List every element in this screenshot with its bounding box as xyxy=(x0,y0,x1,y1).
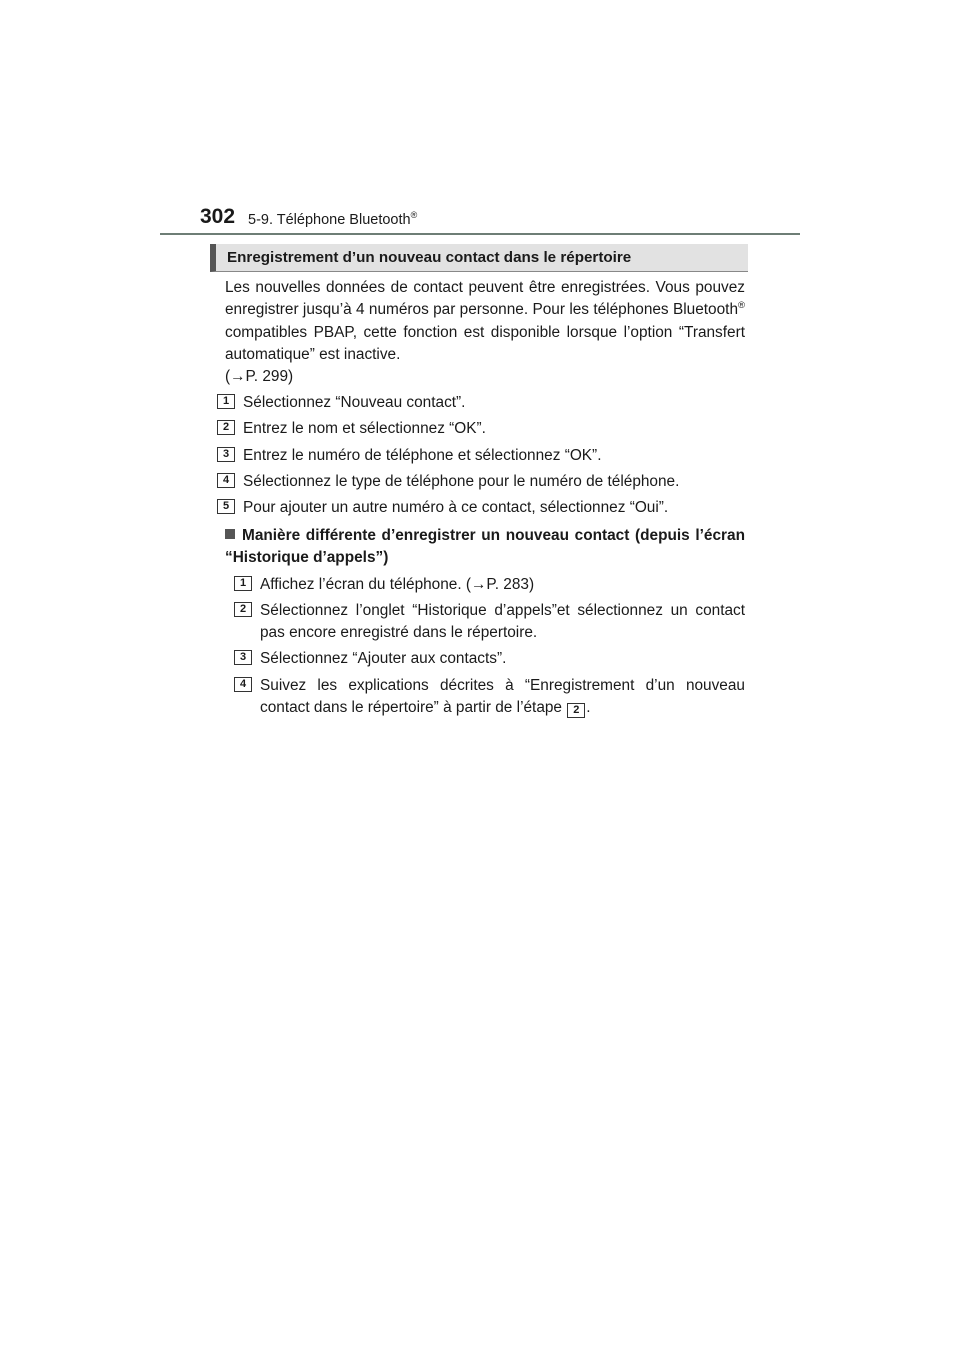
step-text: Sélectionnez le type de téléphone pour le numéro de téléphone. xyxy=(243,473,680,490)
registered-mark: ® xyxy=(410,210,418,220)
substep-text: Sélectionnez l’onglet “Historique d’appels”et sélectionnez un contact pas encore enregistré dans le répertoire. xyxy=(260,602,745,642)
page-number: 302 xyxy=(200,205,236,228)
header-rule xyxy=(160,233,800,235)
intro-page-ref: (→P. 299) xyxy=(225,368,294,386)
substep-text: Affichez l’écran du téléphone. (→P. 283) xyxy=(260,576,535,593)
step-text: Sélectionnez “Nouveau contact”. xyxy=(243,394,466,411)
subsection-title-text: Manière différente d’enregistrer un nouveau contact (depuis l’écran “Historique d’appels”) xyxy=(225,527,745,567)
substep-text: Sélectionnez “Ajouter aux contacts”. xyxy=(260,650,507,667)
section-title xyxy=(248,210,417,228)
substep-text-body: Suivez les explications décrites à “Enregistrement d’un nouveau contact dans le répertoire” à partir de l’étape xyxy=(260,677,745,717)
step-number-badge: 2 xyxy=(217,420,235,435)
step-number-badge: 4 xyxy=(217,473,235,488)
step-number-badge: 5 xyxy=(217,499,235,514)
step-text: Entrez le nom et sélectionnez “OK”. xyxy=(243,420,486,437)
square-bullet-icon xyxy=(225,529,235,539)
substep-number-badge: 2 xyxy=(234,602,252,617)
subsection-title xyxy=(225,525,745,570)
box-heading: Enregistrement d’un nouveau contact dans le répertoire xyxy=(210,244,748,272)
substep-text xyxy=(260,675,745,720)
substep-text-end: . xyxy=(586,699,591,717)
intro-text-1: Les nouvelles données de contact peuvent être enregistrées. Vous pouvez enregistrer jusqu’à 4 numéros par personne. Pour les téléphones Bluetooth xyxy=(225,279,745,319)
substep-number-badge: 3 xyxy=(234,650,252,665)
substep-number-badge: 1 xyxy=(234,576,252,591)
intro-paragraph xyxy=(225,277,745,388)
step-number-badge: 3 xyxy=(217,447,235,462)
intro-text-2: compatibles PBAP, cette fonction est disponible lorsque l’option “Transfert automatique” est inactive. xyxy=(225,323,745,363)
step-text: Entrez le numéro de téléphone et sélectionnez “OK”. xyxy=(243,447,602,464)
step-reference-badge: 2 xyxy=(567,703,585,718)
section-title-text: 5-9. Téléphone Bluetooth xyxy=(248,211,411,228)
step-number-badge: 1 xyxy=(217,394,235,409)
step-text: Pour ajouter un autre numéro à ce contact, sélectionnez “Oui”. xyxy=(243,499,669,516)
intro-registered-mark: ® xyxy=(738,300,745,312)
substep-number-badge: 4 xyxy=(234,677,252,692)
page-header xyxy=(200,205,800,235)
